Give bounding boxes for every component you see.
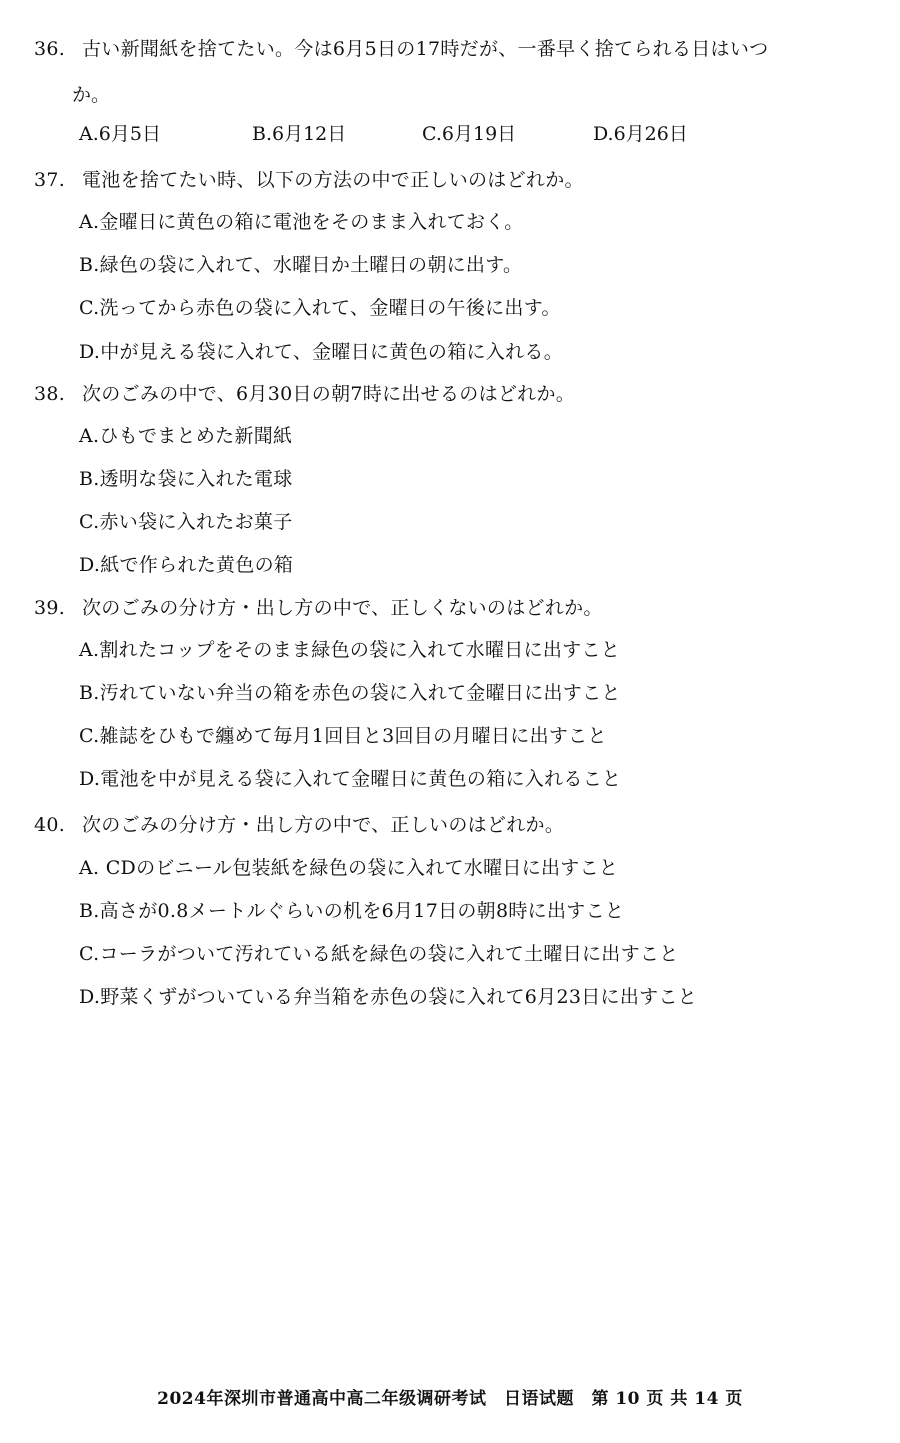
question-number: 37. [34, 169, 66, 191]
option-c: C.6月19日 [422, 123, 517, 145]
page-footer: 2024年深圳市普通高中高二年级调研考试 日语试题 第 10 页 共 14 页 [157, 1389, 743, 1409]
option-b: B.6月12日 [252, 123, 347, 145]
option-c: C.洗ってから赤色の袋に入れて、金曜日の午後に出す。 [79, 297, 561, 319]
option-b: B.汚れていない弁当の箱を赤色の袋に入れて金曜日に出すこと [79, 682, 621, 704]
option-a: A.6月5日 [79, 123, 161, 145]
option-b: B.高さが0.8メートルぐらいの机を6月17日の朝8時に出すこと [79, 900, 625, 922]
question-40 [34, 812, 564, 838]
question-number: 38. [34, 383, 66, 405]
option-b: B.緑色の袋に入れて、水曜日か土曜日の朝に出す。 [79, 254, 523, 276]
option-a: A.割れたコップをそのまま緑色の袋に入れて水曜日に出すこと [79, 639, 621, 661]
option-c: C.赤い袋に入れたお菓子 [79, 511, 293, 533]
question-text: 次のごみの分け方・出し方の中で、正しくないのはどれか。 [82, 597, 603, 619]
option-a: A.金曜日に黄色の箱に電池をそのまま入れておく。 [79, 211, 524, 233]
option-d: D.野菜くずがついている弁当箱を赤色の袋に入れて6月23日に出すこと [79, 986, 698, 1008]
option-a: A.ひもでまとめた新聞紙 [79, 425, 293, 447]
question-number: 40. [34, 814, 66, 836]
question-number: 39. [34, 597, 66, 619]
question-37 [34, 167, 584, 193]
question-text: 古い新聞紙を捨てたい。今は6月5日の17時だが、一番早く捨てられる日はいつ [82, 38, 769, 60]
question-39 [34, 595, 603, 621]
question-text: 次のごみの中で、6月30日の朝7時に出せるのはどれか。 [82, 383, 576, 405]
option-a: A. CDのビニール包装紙を緑色の袋に入れて水曜日に出すこと [79, 857, 619, 879]
option-d: D.電池を中が見える袋に入れて金曜日に黄色の箱に入れること [79, 768, 622, 790]
question-38 [34, 381, 575, 407]
question-text: 電池を捨てたい時、以下の方法の中で正しいのはどれか。 [82, 169, 584, 191]
option-c: C.雑誌をひもで纏めて毎月1回目と3回目の月曜日に出すこと [79, 725, 607, 747]
option-d: D.中が見える袋に入れて、金曜日に黄色の箱に入れる。 [79, 341, 564, 363]
option-c: C.コーラがついて汚れている紙を緑色の袋に入れて土曜日に出すこと [79, 943, 679, 965]
option-b: B.透明な袋に入れた電球 [79, 468, 293, 490]
option-d: D.紙で作られた黄色の箱 [79, 554, 294, 576]
question-text-continuation: か。 [72, 84, 111, 106]
question-36 [34, 36, 768, 62]
question-number: 36. [34, 38, 66, 60]
question-text: 次のごみの分け方・出し方の中で、正しいのはどれか。 [82, 814, 565, 836]
option-d: D.6月26日 [593, 123, 688, 145]
